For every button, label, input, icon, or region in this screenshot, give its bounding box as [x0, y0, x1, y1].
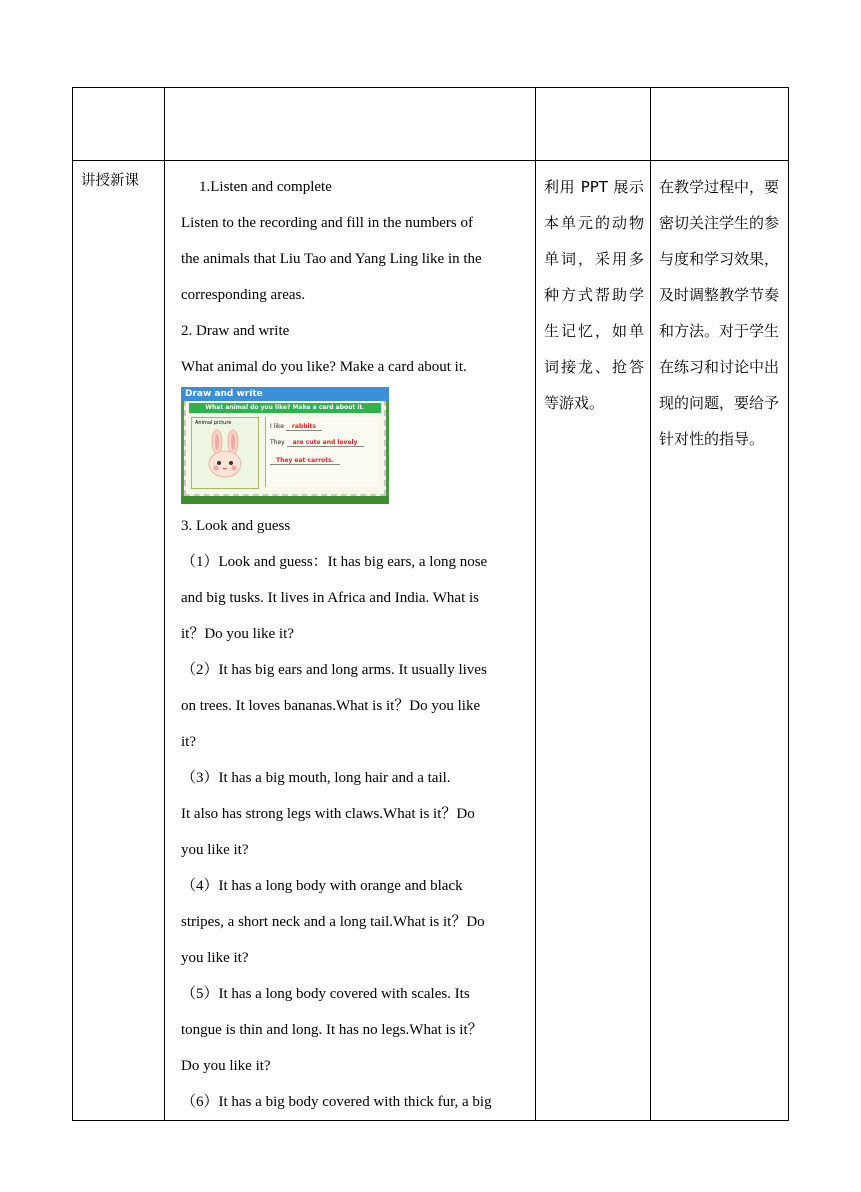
card-line-3 [270, 457, 340, 464]
content-line: it? [181, 734, 196, 750]
content-line: 1.Listen and complete [199, 179, 332, 195]
card-prompt: What animal do you like? Make a card about it. [189, 403, 381, 413]
content-line: Listen to the recording and fill in the numbers of [181, 215, 474, 231]
rabbit-icon [192, 418, 258, 488]
content-line: （6）It has a big body covered with thick fur, a big [181, 1094, 492, 1110]
card-line-2 [270, 439, 364, 446]
card-animal-picture [191, 417, 259, 489]
teaching-content [165, 161, 535, 1120]
content-line: and big tusks. It lives in Africa and India. What is [181, 590, 480, 606]
content-line: （3）It has a big mouth, long hair and a tail. [181, 770, 451, 786]
content-line: you like it? [181, 950, 249, 966]
empty-cell [165, 88, 536, 161]
content-line: What animal do you like? Make a card about it. [181, 359, 467, 375]
table-row [73, 161, 789, 1121]
card-line-answer: They eat carrots. [270, 457, 340, 465]
content-line: （2）It has big ears and long arms. It usually lives [181, 662, 487, 678]
card-grass-border [181, 496, 389, 504]
stage-label: 讲授新课 [81, 173, 139, 189]
empty-cell [73, 88, 165, 161]
card-line-answer: rabbits [286, 423, 322, 431]
content-line: you like it? [181, 842, 249, 858]
table-row [73, 88, 789, 161]
content-line: tongue is thin and long. It has no legs.What is it？ [181, 1022, 483, 1038]
card-title: Draw and write [181, 387, 389, 401]
card-line-1 [270, 423, 322, 430]
content-line: It also has strong legs with claws.What is it？Do [181, 806, 475, 822]
card-line-prefix: They [270, 439, 285, 446]
stage-cell [73, 161, 165, 1121]
reflection-text: 在教学过程中，要密切关注学生的参与度和学习效果，及时调整教学节奏和方法。对于学生在练习和讨论中出现的问题，要给予针对性的指导。 [659, 178, 780, 448]
content-line: it？Do you like it? [181, 626, 294, 642]
method-cell [536, 161, 651, 1121]
draw-and-write-card-image [181, 387, 389, 504]
content-line: （4）It has a long body with orange and black [181, 878, 463, 894]
note-cell [651, 161, 789, 1121]
lesson-plan-table [72, 87, 789, 1121]
card-sentences [265, 417, 377, 487]
method-text: 利用 PPT 展示本单元的动物单词，采用多种方式帮助学生记忆，如单词接龙、抢答等游戏。 [544, 178, 644, 412]
picture-label: Animal picture [195, 420, 232, 426]
content-line: corresponding areas. [181, 287, 306, 303]
content-line: 2. Draw and write [181, 323, 290, 339]
empty-cell [536, 88, 651, 161]
content-line: stripes, a short neck and a long tail.What is it？Do [181, 914, 485, 930]
content-line: 3. Look and guess [181, 518, 291, 534]
card-line-prefix: I like [270, 423, 284, 430]
card-line-answer: are cute and lovely [287, 439, 364, 447]
content-line: （1）Look and guess：It has big ears, a long nose [181, 554, 488, 570]
content-line: on trees. It loves bananas.What is it？Do you like [181, 698, 481, 714]
empty-cell [651, 88, 789, 161]
content-line: （5）It has a long body covered with scales. Its [181, 986, 470, 1002]
content-cell [165, 161, 536, 1121]
content-line: the animals that Liu Tao and Yang Ling like in the [181, 251, 482, 267]
content-line: Do you like it? [181, 1058, 271, 1074]
